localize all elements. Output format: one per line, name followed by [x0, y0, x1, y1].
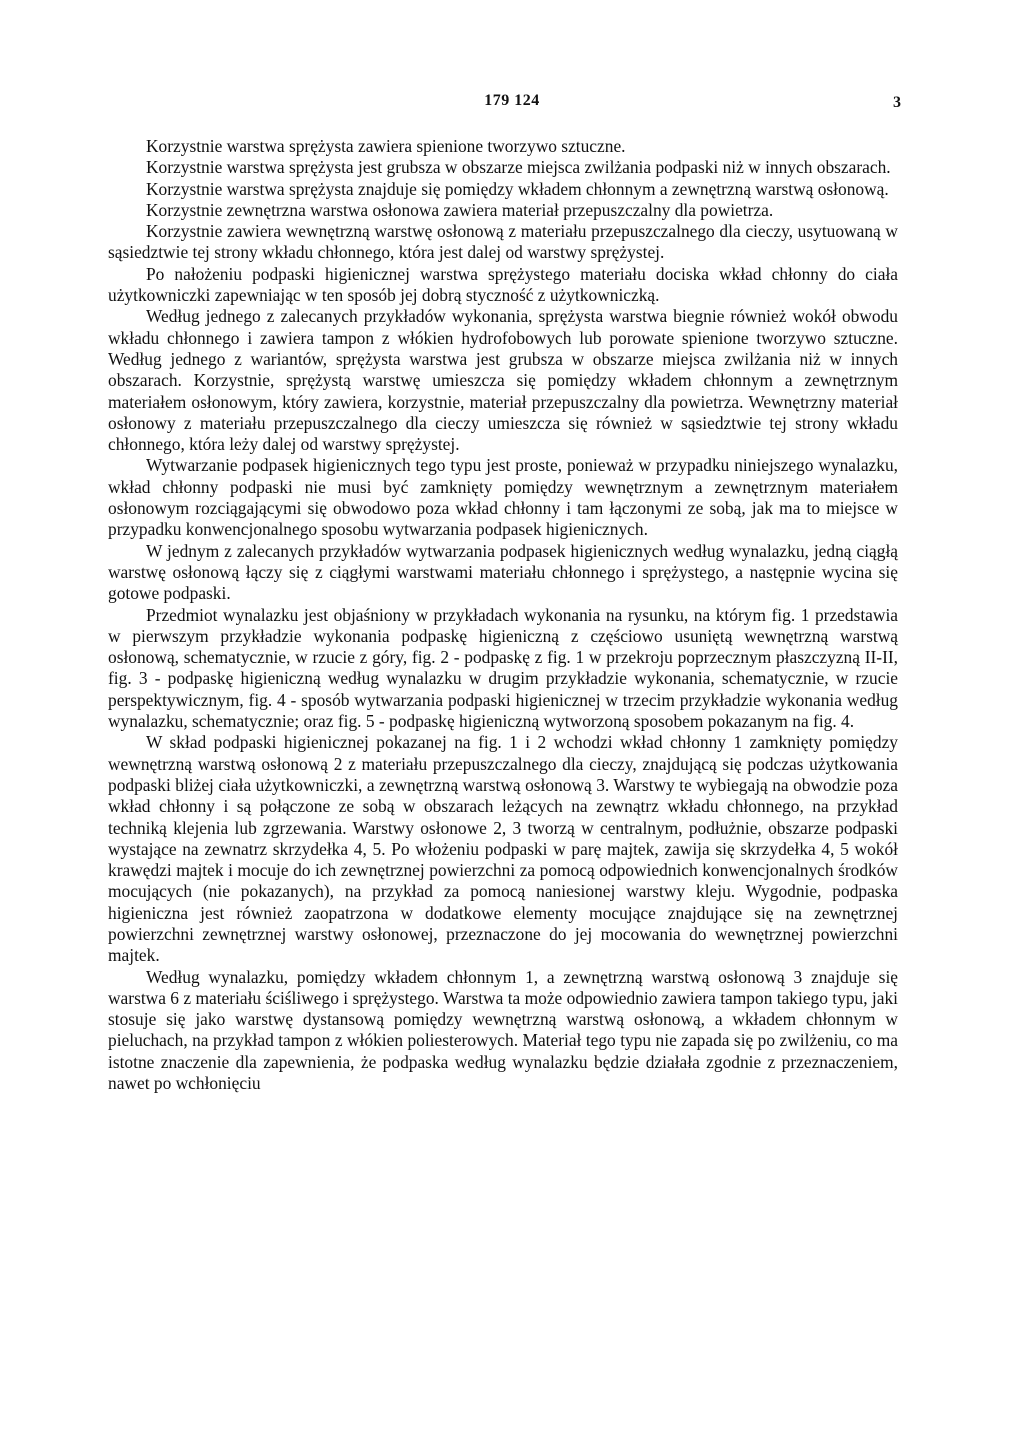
paragraph: Po nałożeniu podpaski higienicznej warstwa sprężystego materiału dociska wkład chłonny do ciała użytkowniczki zapewniając w ten sposób jej dobrą styczność z użytkowniczką. — [108, 263, 898, 306]
paragraph: W jednym z zalecanych przykładów wytwarzania podpasek higienicznych według wynalazku, jedną ciągłą warstwę osłonową łączy się z ciągłymi warstwami materiału chłonnego i sprężystego, a następnie wycina się gotowe podpaski. — [108, 540, 898, 604]
body-text — [108, 136, 898, 1094]
paragraph: Wytwarzanie podpasek higienicznych tego typu jest proste, ponieważ w przypadku niniejszego wynalazku, wkład chłonny podpaski nie musi być zamknięty pomiędzy wewnętrznym a zewnętrznym materiałem osłonowym rozciągającymi się obwodowo poza wkład chłonny i tam łączonymi ze sobą, jak ma to miejsce w przypadku konwencjonalnego sposobu wytwarzania podpasek higienicznych. — [108, 455, 898, 540]
paragraph: Według wynalazku, pomiędzy wkładem chłonnym 1, a zewnętrzną warstwą osłonową 3 znajduje się warstwa 6 z materiału ściśliwego i sprężystego. Warstwa ta może odpowiednio zawiera tampon takiego typu, jaki stosuje się jako warstwę dystansową pomiędzy wewnętrzną warstwą osłonową, a wkładem chłonnym w pieluchach, na przykład tampon z włókien poliesterowych. Materiał tego typu nie zapada się po zwilżeniu, co ma istotne znaczenie dla zapewnienia, że podpaska według wynalazku będzie działała zgodnie z przeznaczeniem, nawet po wchłonięciu — [108, 966, 898, 1094]
paragraph: Korzystnie warstwa sprężysta zawiera spienione tworzywo sztuczne. — [146, 136, 626, 156]
paragraph: Korzystnie zewnętrzna warstwa osłonowa zawiera materiał przepuszczalny dla powietrza. — [146, 199, 774, 220]
paragraph: Korzystnie warstwa sprężysta jest grubsza w obszarze miejsca zwilżania podpaski niż w innych obszarach. — [146, 157, 891, 178]
paragraph: Według jednego z zalecanych przykładów wykonania, sprężysta warstwa biegnie również wokół obwodu wkładu chłonnego i zawiera tampon z włókien hydrofobowych lub porowate spienione tworzywo sztuczne. Według jednego z wariantów, sprężysta warstwa jest grubsza w obszarze miejsca zwilżania niż w innych obszarach. Korzystnie, sprężystą warstwę umieszcza się pomiędzy wkładem chłonnym a zewnętrznym materiałem osłonowym, który zawiera, korzystnie, materiał przepuszczalny dla powietrza. Wewnętrzny materiał osłonowy z materiału przepuszczalnego dla cieczy umieszcza się również w sąsiedztwie tej strony wkładu chłonnego, która leży dalej od warstwy sprężystej. — [108, 306, 898, 455]
paragraph: Przedmiot wynalazku jest objaśniony w przykładach wykonania na rysunku, na którym fig. 1 przedstawia w pierwszym przykładzie wykonania podpaskę higieniczną z częściowo usuniętą wewnętrzną warstwą osłonową, schematycznie, w rzucie z góry, fig. 2 - podpaskę z fig. 1 w przekroju poprzecznym płaszczyzną II-II, fig. 3 - podpaskę higieniczną według wynalazku w drugim przykładzie wykonania, schematycznie, w rzucie perspektywicznym, fig. 4 - sposób wytwarzania podpaski higienicznej w trzecim przykładzie wykonania według wynalazku, schematycznie; oraz fig. 5 - podpaskę higieniczną wytworzoną sposobem pokazanym na fig. 4. — [108, 604, 898, 732]
patent-number: 179 124 — [484, 92, 540, 109]
paragraph: Korzystnie warstwa sprężysta znajduje się pomiędzy wkładem chłonnym a zewnętrzną warstwą osłonową. — [146, 178, 889, 199]
paragraph: W skład podpaski higienicznej pokazanej na fig. 1 i 2 wchodzi wkład chłonny 1 zamknięty pomiędzy wewnętrzną warstwą osłonową 2 z materiału przepuszczalnego dla cieczy, znajdującą się podczas użytkowania podpaski bliżej ciała użytkowniczki, a zewnętrzną warstwą osłonową 3. Warstwy te wybiegają na obwodzie poza wkład chłonny i są połączone ze sobą w obszarach leżących na zewnątrz wkładu chłonnego, na przykład techniką klejenia lub zgrzewania. Warstwy osłonowe 2, 3 tworzą w centralnym, podłużnie, obszarze podpaski wystające na zewnatrz skrzydełka 4, 5. Po włożeniu podpaski w parę majtek, zawija się skrzydełka 4, 5 wokół krawędzi majtek i mocuje do ich zewnętrznej powierzchni za pomocą odpowiednich konwencjonalnych środków mocujących (nie pokazanych), na przykład za pomocą naniesionej warstwy kleju. Wygodnie, podpaska higieniczna jest również zaopatrzona w dodatkowe elementy mocujące znajdujące się na zewnętrznej powierzchni zewnętrznej warstwy osłonowej, przeznaczone do jej mocowania do wewnętrznej powierzchni majtek. — [108, 732, 898, 966]
paragraph: Korzystnie zawiera wewnętrzną warstwę osłonową z materiału przepuszczalnego dla cieczy, usytuowaną w sąsiedztwie tej strony wkładu chłonnego, która jest dalej od warstwy sprężystej. — [108, 221, 898, 263]
page-number: 3 — [893, 94, 901, 111]
